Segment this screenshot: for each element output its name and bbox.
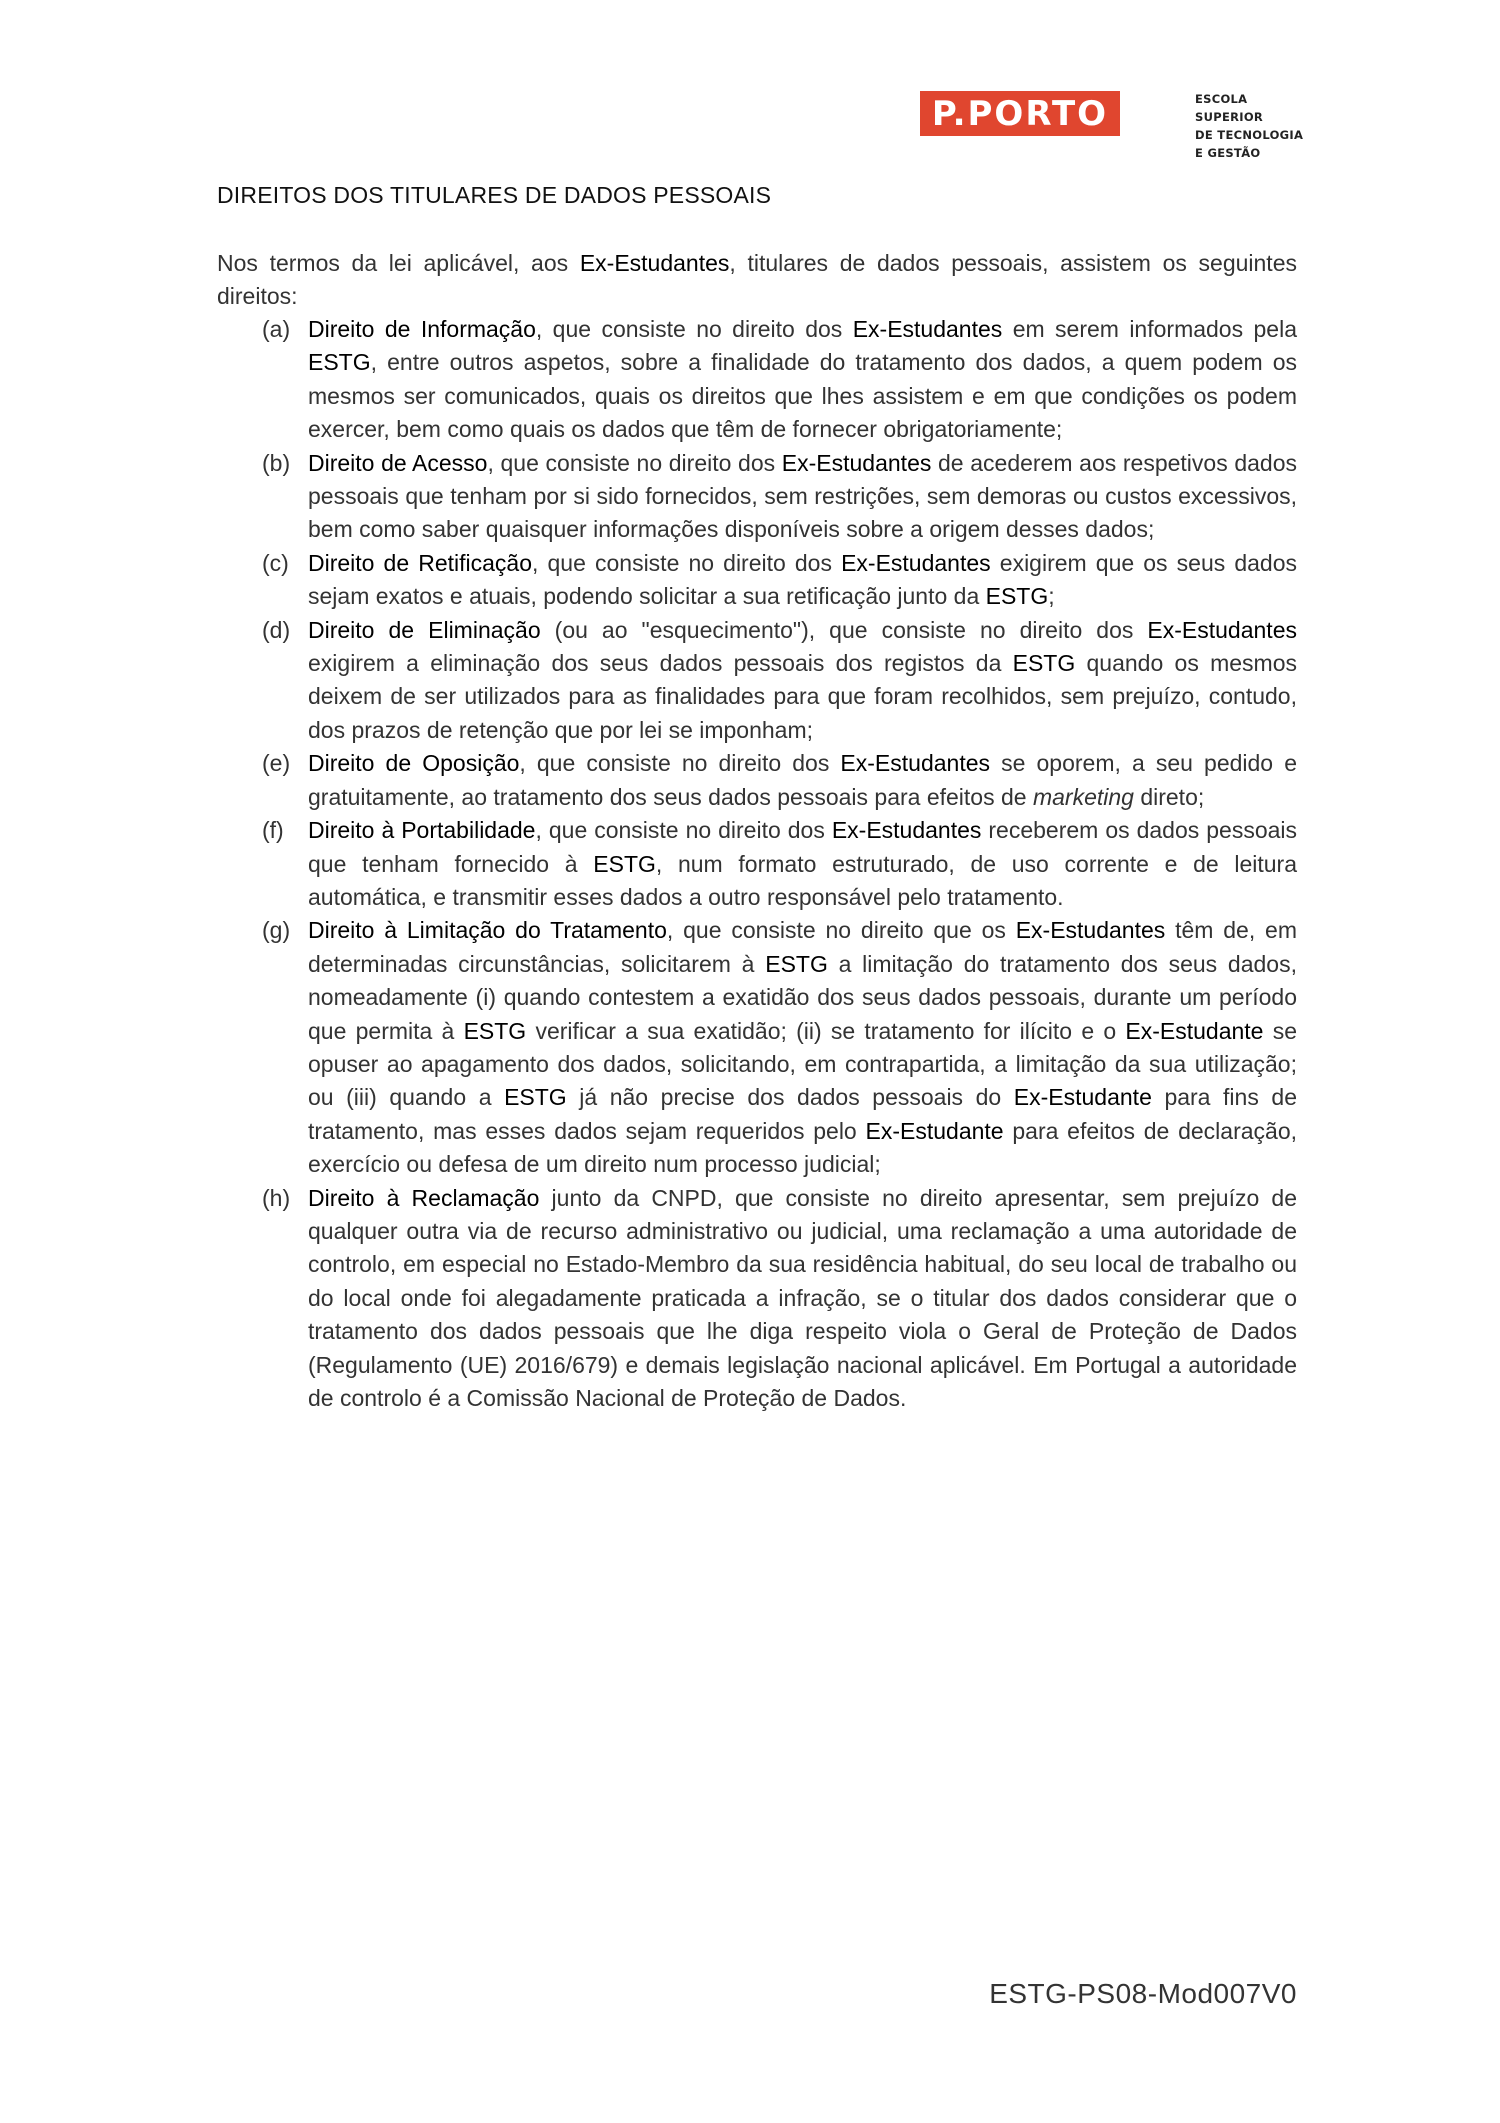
item-highlight: ESTG	[985, 583, 1049, 610]
item-highlight: ESTG	[463, 1017, 527, 1044]
item-text: direto;	[1133, 783, 1205, 810]
item-text: exigirem a eliminação dos seus dados pessoais dos registos da	[308, 650, 1013, 677]
item-highlight: ESTG	[1012, 650, 1076, 677]
item-highlight: Ex-Estudante	[1125, 1017, 1264, 1044]
item-highlight: Ex-Estudantes	[1147, 616, 1297, 643]
list-item	[217, 547, 1297, 614]
item-emphasis: marketing	[1032, 783, 1134, 810]
item-letter: (e)	[262, 750, 291, 777]
item-text: (ou ao "esquecimento"), que consiste no direito dos	[540, 616, 1148, 643]
list-item	[217, 814, 1297, 914]
list-item	[217, 313, 1297, 447]
item-highlight: ESTG	[765, 950, 828, 977]
item-text: em serem informados pela	[1002, 316, 1297, 342]
item-highlight: Ex-Estudantes	[1015, 917, 1166, 944]
pporto-logo	[920, 91, 1120, 136]
item-highlight: Ex-Estudantes	[852, 316, 1003, 342]
item-text: , que consiste no direito dos	[519, 750, 841, 777]
list-item	[217, 614, 1297, 748]
item-highlight: Direito à Limitação do Tratamento	[308, 917, 667, 944]
item-highlight: Direito de Acesso	[308, 449, 488, 476]
item-highlight: Direito à Reclamação	[308, 1184, 540, 1211]
item-highlight: Direito de Eliminação	[308, 616, 541, 643]
item-text: se opuser ao apagamento dos dados, solicitando, em contrapartida, a limitação da sua utilização; ou (iii) quando a	[308, 1017, 1297, 1111]
intro-text: , titulares de dados pessoais, assistem os seguintes direitos:	[217, 250, 1297, 309]
logo-text: P.PORTO	[931, 93, 1109, 134]
item-highlight: ESTG	[308, 349, 371, 376]
item-text: , que consiste no direito dos	[535, 817, 832, 844]
item-text: junto da CNPD, que consiste no direito apresentar, sem prejuízo de qualquer outra via de recurso administrativo ou judicial, uma reclamação a uma autoridade de controlo, em especial no Estado-Membro da sua residência habitual, do seu local de trabalho ou do local onde foi alegadamente praticada a infração, se o titular dos dados considerar que o tratamento dos dados pessoais que lhe diga respeito viola o Geral de Proteção de Dados (Regulamento (UE) 2016/679) e demais legislação nacional aplicável. Em Portugal a autoridade de controlo é a Comissão Nacional de Proteção de Dados.	[308, 1184, 1297, 1411]
list-item	[217, 1182, 1297, 1416]
item-text: , que consiste no direito que os	[666, 917, 1016, 944]
item-letter: (g)	[262, 917, 291, 944]
item-highlight: Ex-Estudante	[865, 1117, 1004, 1144]
item-highlight: Ex-Estudante	[1013, 1084, 1152, 1111]
item-letter: (h)	[262, 1184, 291, 1211]
item-letter: (f)	[262, 817, 284, 844]
item-text: , que consiste no direito dos	[532, 549, 842, 576]
item-text: , que consiste no direito dos	[535, 316, 853, 342]
item-highlight: Direito de Informação	[308, 316, 536, 342]
item-text: exigirem que os seus dados sejam exatos e atuais, podendo solicitar a sua retificação junto da	[308, 549, 1297, 610]
item-text: receberem os dados pessoais que tenham fornecido à	[308, 817, 1298, 877]
list-item	[217, 914, 1297, 1181]
item-text: já não precise dos dados pessoais do	[566, 1084, 1014, 1111]
item-text: têm de, em determinadas circunstâncias, solicitarem à	[308, 917, 1298, 977]
item-letter: (b)	[262, 449, 291, 476]
intro-highlight: Ex-Estudantes	[579, 250, 730, 276]
item-text: , entre outros aspetos, sobre a finalidade do tratamento dos dados, a quem podem os mesmos ser comunicados, quais os direitos que lhes assistem e em que condições os podem exercer, bem como quais os dados que têm de fornecer obrigatoriamente;	[308, 349, 1297, 443]
item-text: a limitação do tratamento dos seus dados, nomeadamente (i) quando contestem a exatidão dos seus dados pessoais, durante um período que permita à	[308, 950, 1297, 1044]
intro-text: Nos termos da lei aplicável, aos	[217, 250, 580, 276]
page-title: DIREITOS DOS TITULARES DE DADOS PESSOAIS	[217, 182, 772, 208]
item-letter: (d)	[262, 616, 291, 643]
intro-paragraph	[217, 247, 1297, 313]
item-highlight: Ex-Estudantes	[840, 750, 991, 777]
item-text: para efeitos de declaração, exercício ou defesa de um direito num processo judicial;	[308, 1117, 1297, 1178]
item-highlight: Ex-Estudantes	[841, 549, 991, 576]
item-highlight: ESTG	[593, 850, 656, 877]
item-letter: (a)	[262, 316, 291, 342]
item-letter: (c)	[262, 549, 289, 576]
item-highlight: Ex-Estudantes	[781, 449, 932, 476]
item-highlight: Direito à Portabilidade	[308, 817, 536, 844]
item-highlight: Direito de Oposição	[308, 750, 520, 777]
item-text: verificar a sua exatidão; (ii) se tratamento for ilícito e o	[526, 1017, 1126, 1044]
item-text: ;	[1048, 583, 1055, 610]
school-line: SUPERIOR	[1195, 110, 1264, 124]
item-text: de acederem aos respetivos dados pessoais que tenham por si sido fornecidos, sem restrições, sem demoras ou custos excessivos, bem como saber quaisquer informações disponíveis sobre a origem desses dados;	[308, 449, 1298, 543]
list-item	[217, 747, 1297, 814]
school-line: ESCOLA	[1195, 92, 1248, 106]
item-highlight: ESTG	[504, 1084, 567, 1111]
list-item	[217, 447, 1297, 547]
item-highlight: Direito de Retificação	[308, 549, 533, 576]
item-text: se oporem, a seu pedido e gratuitamente, ao tratamento dos seus dados pessoais para efeitos de	[308, 750, 1297, 810]
item-text: , num formato estruturado, de uso corrente e de leitura automática, e transmitir esses dados a outro responsável pelo tratamento.	[308, 850, 1297, 910]
rights-list	[217, 313, 1297, 1415]
school-line: E GESTÃO	[1195, 146, 1261, 160]
item-text: , que consiste no direito dos	[487, 449, 782, 476]
item-text: quando os mesmos deixem de ser utilizados para as finalidades para que foram recolhidos, sem prejuízo, contudo, dos prazos de retenção que por lei se imponham;	[308, 650, 1297, 743]
document-code: ESTG-PS08-Mod007V0	[989, 1978, 1297, 2009]
school-line: DE TECNOLOGIA	[1195, 128, 1304, 142]
item-text: para fins de tratamento, mas esses dados sejam requeridos pelo	[308, 1084, 1297, 1144]
item-highlight: Ex-Estudantes	[831, 817, 982, 844]
school-name	[1195, 90, 1375, 162]
